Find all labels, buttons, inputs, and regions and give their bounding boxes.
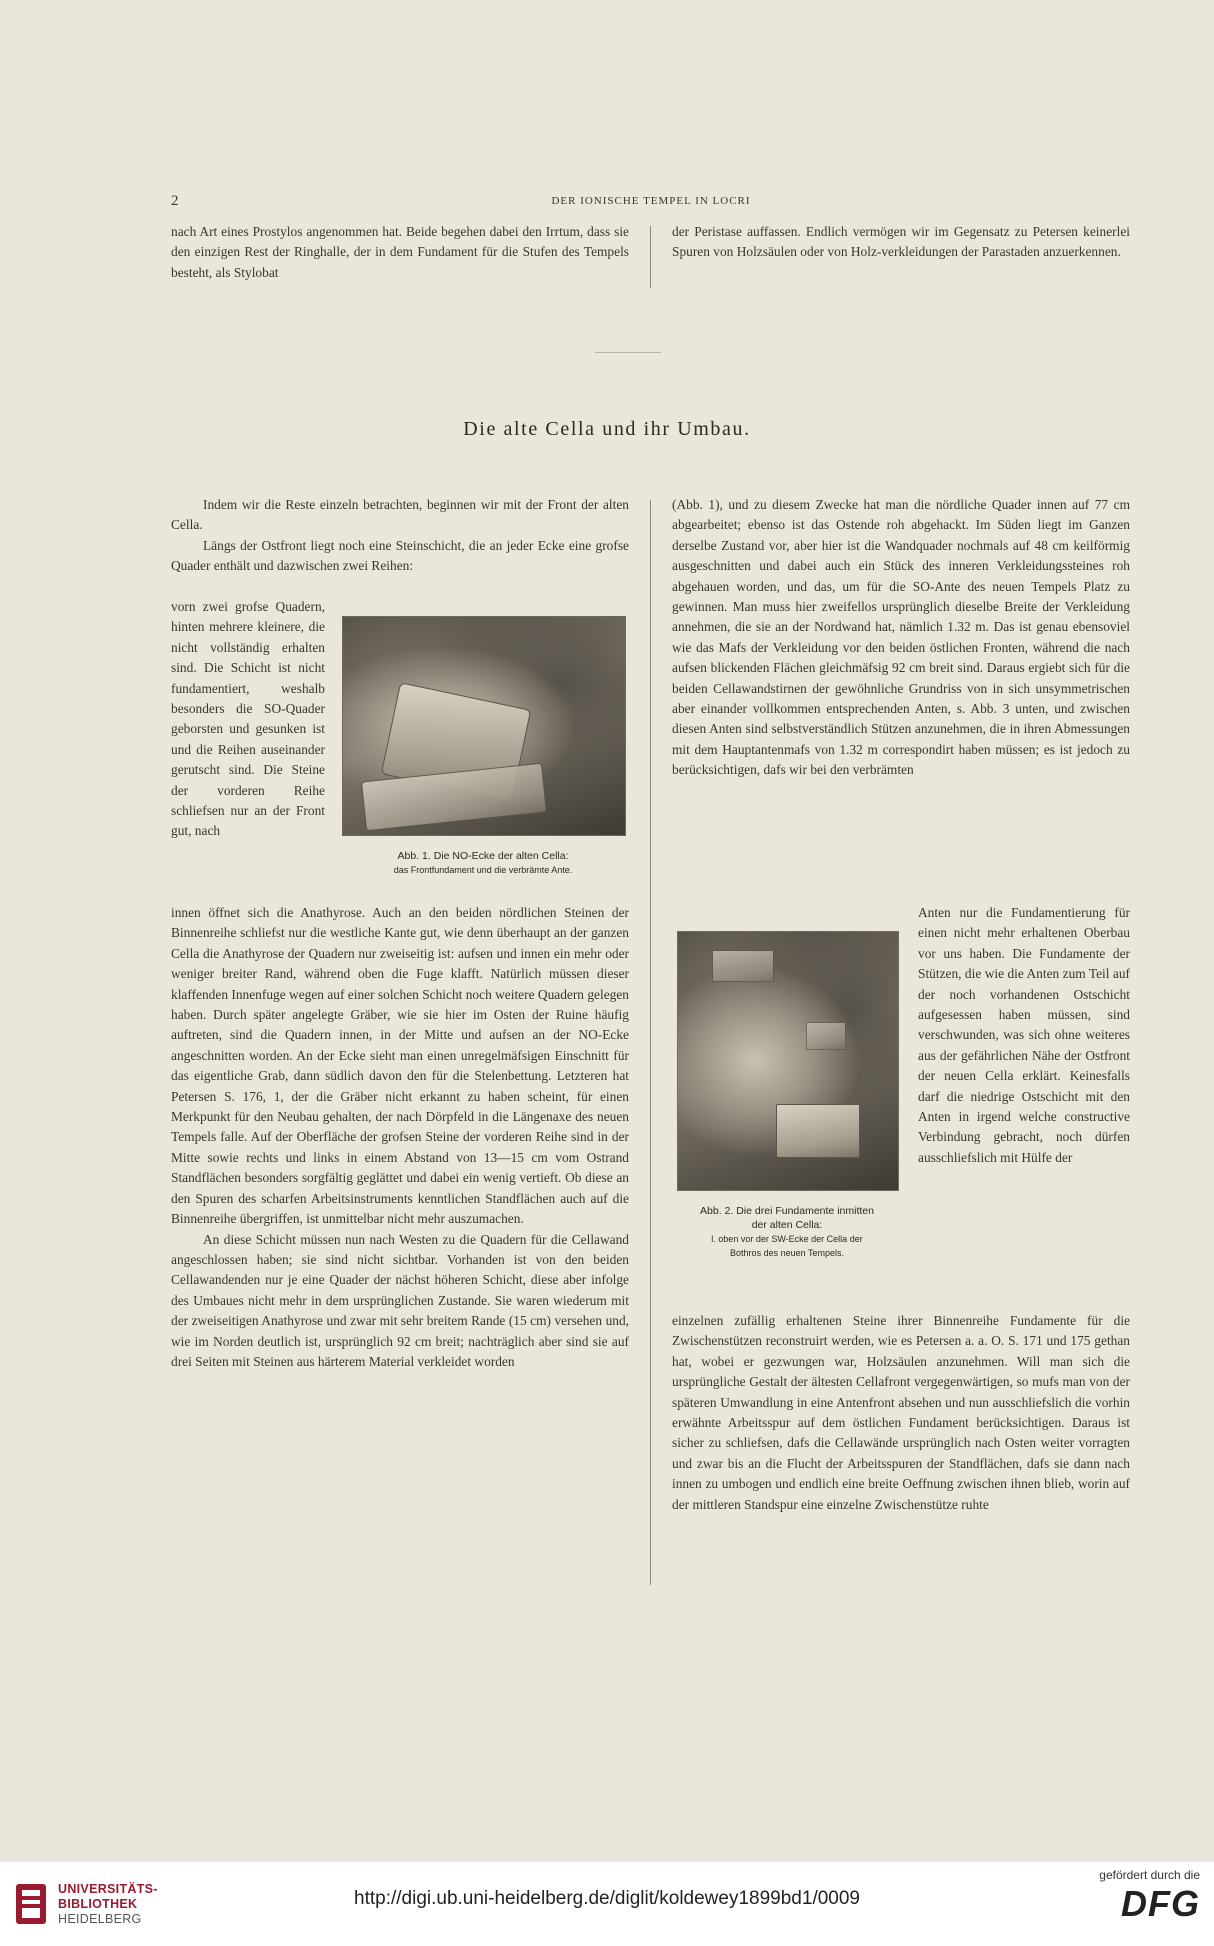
figure-1-photo	[342, 616, 626, 836]
figure-2-caption	[666, 1204, 908, 1260]
right-paragraph-beside-figure: Anten nur die Fundamentierung für einen nicht mehr erhaltenen Oberbau vor uns haben. Die Fundamente der Stützen, die wie die Anten zum Teil auf der noch vorhandenen Ostschicht aufgesessen haben müssen, sind verschwunden, was sich ohne weiteres aus der gefährlichen Nähe der Ostfront der neuen Cella erklärt. Keinesfalls darf die niedrige Ostschicht mit den Anten in irgend welche constructive Verbindung gebracht, noch dürfen ausschliefslich mit Hülfe der	[918, 905, 1130, 1165]
foundation-stone	[776, 1104, 860, 1158]
foundation-stone	[806, 1022, 846, 1050]
paragraph-2-rest: innen öffnet sich die Anathyrose. Auch an den beiden nördlichen Steinen der Binnenreihe schliefst nur die westliche Kante gut, wie denn überhaupt an der ganzen Cella die Anathyrose der Quadern nur zweiseitig ist: aufsen und innen ein mehr oder weniger breiter Rand, während oben die Fuge klafft. Natürlich müssen dieser klaffenden Innenfuge wegen auf einer solchen Schicht noch weitere Quadern gelegen haben. Durch später angelegte Gräber, wie sie hier im Osten der Ruine häufig auftreten, sind die Quadern innen, in der Mitte und aufsen an der NO-Ecke angeschnitten worden. An der Ecke sieht man einen unregelmäfsigen Einschnitt für das eigentliche Grab, dann südlich davon den für die Stelenbettung. Letzteren hat Petersen S. 176, 1, der die Gräber nicht erkannt zu haben scheint, für einen Merkpunkt für den Neubau gehalten, der nach Dörpfeld in die Längenaxe des neuen Tempels falle. Auf der Oberfläche der grofsen Steine der vorderen Reihe sind in der Mitte sowie rechts und links in einem Abstand von 13—15 cm vom Ostrand Standflächen besonders sorgfältig geglättet und dabei ein wenig vertieft. Ob diese an den Spuren des scharfen Arbeitsinstruments kenntlichen Standflächen auch auf die Binnenreihe übergriffen, ist unmittelbar nicht mehr auszumachen.	[171, 905, 629, 1227]
left-column-intro	[171, 495, 629, 577]
figure-2-photo	[677, 931, 899, 1191]
figure-1-caption-line: Abb. 1. Die NO-Ecke der alten Cella:	[397, 850, 569, 862]
figure-1-caption	[342, 849, 624, 877]
dfg-wordmark: DFG	[1121, 1883, 1200, 1924]
paragraph-2-start: Längs der Ostfront liegt noch eine Steinschicht, die an jeder Ecke eine grofse Quader enthält und dazwischen zwei Reihen:	[171, 537, 629, 574]
column-divider	[650, 500, 651, 1585]
page-header	[171, 193, 1131, 213]
figure-2-caption-line: der alten Cella:	[751, 1219, 823, 1231]
column-divider-top	[650, 226, 651, 288]
dfg-funding-logo[interactable]	[1080, 1868, 1200, 1942]
digitization-footer	[0, 1862, 1214, 1946]
top-right-paragraph	[672, 222, 1130, 263]
right-column-main	[672, 1311, 1130, 1515]
top-left-paragraph	[171, 222, 629, 283]
funded-by-label: gefördert durch die	[1099, 1868, 1200, 1882]
section-title: Die alte Cella und ihr Umbau.	[463, 418, 751, 440]
right-paragraph-rest: einzelnen zufällig erhaltenen Steine ihrer Binnenreihe Fundamente für die Zwischenstützen reconstruirt werden, wie es Petersen a. a. O. S. 171 und 175 gethan hat, wobei er gezwungen war, Holzsäulen anzunehmen. Will man sich die ursprüngliche Gestalt der ältesten Cellafront vergegenwärtigen, so mufs man von der späteren Umwandlung in eine Antenfront absehen und nun ausschliefslich die vorhin erwähnte Arbeitsspur auf dem östlichen Fundament berücksichtigen. Daraus ist sicher zu schliefsen, dafs die Cellawände ursprünglich nach Osten weiter vorragten und zwar bis an die Flucht der Arbeitsspuren der Standflächen, dafs sie dann nach innen zu umbogen und endlich eine breite Oeffnung zwischen ihnen blieb, worin auf der mittleren Standspur eine einzelne Zwischenstütze ruhte	[672, 1313, 1130, 1512]
figure-1-caption-line: das Frontfundament und die verbrämte Ante.	[393, 865, 573, 875]
section-separator	[595, 352, 661, 353]
figure-2-caption-line: l. oben vor der SW-Ecke der Cella der	[711, 1234, 863, 1244]
paragraph-3: An diese Schicht müssen nun nach Westen zu die Quadern für die Cellawand angeschlossen haben; sie sind nicht sichtbar. Vorhanden ist von den beiden Cellawandenden nur je eine Quader der nächst höheren Schicht, diese aber infolge des Umbaues nicht mehr in dem ursprünglichen Zustande. Sie waren wiederum mit der zweiseitigen Anathyrose und zwar mit sehr breitem Rande (15 cm) versehen und, wie im Norden deutlich ist, ursprünglich 92 cm breit; nachträglich aber sind sie auf drei Seiten mit Steinen aus härterem Material verkleidet worden	[171, 1231, 629, 1369]
left-column-main	[171, 903, 629, 1372]
right-column-narrow	[918, 903, 1130, 1168]
figure-2-caption-line: Abb. 2. Die drei Fundamente inmitten	[700, 1205, 874, 1217]
right-column-top	[672, 495, 1130, 781]
page-number: 2	[171, 193, 180, 209]
top-left-text: nach Art eines Prostylos angenommen hat. Beide begehen dabei den Irrtum, dass sie den einzigen Rest der Ringhalle, der in dem Fundament für die Stufen des Tempels besteht, als Stylobat	[171, 224, 629, 280]
top-right-text: der Peristase auffassen. Endlich vermögen wir im Gegensatz zu Petersen keinerlei Spuren von Holzsäulen oder von Holz-verkleidungen der Parastaden anzuerkennen.	[672, 224, 1130, 260]
paragraph-1: Indem wir die Reste einzeln betrachten, beginnen wir mit der Front der alten Cella.	[171, 497, 629, 533]
library-name-line: BIBLIOTHEK	[58, 1897, 138, 1911]
permalink-url[interactable]: http://digi.ub.uni-heidelberg.de/diglit/koldewey1899bd1/0009	[354, 1888, 860, 1909]
left-column-narrow	[171, 597, 325, 842]
foundation-stone	[712, 950, 774, 982]
running-title: DER IONISCHE TEMPEL IN LOCRI	[551, 195, 751, 207]
library-name-line: HEIDELBERG	[58, 1912, 142, 1926]
figure-2-caption-line: Bothros des neuen Tempels.	[730, 1248, 844, 1258]
right-paragraph-1: (Abb. 1), und zu diesem Zwecke hat man die nördliche Quader innen auf 77 cm abgearbeitet; ebenso ist das Ostende roh abgehackt. Im Süden liegt im Ganzen derselbe Zustand vor, aber hier ist die Wandquader nochmals auf 48 cm keilförmig ausgeschnitten und dabei auch ein Stück des inneren Verkleidungssteines roh abgehauen worden, und das, um für die SO-Ante des neuen Tempels Platz zu gewinnen. Man muss hier zweifellos ursprünglich dieselbe Breite der Verkleidung annehmen, die sie an der Nordwand hat, nämlich 1.32 m. Das ist genau ebensoviel wie das Mafs der Verkleidung vor den beiden östlichen Fronten, während die nach aufsen blickenden Flächen gleichmäfsig 92 cm breit sind. Daraus ergiebt sich für die beiden Cellawandstirnen der gewöhnliche Grundriss von in sich unsymmetrischen aber einander vollkommen entsprechenden Anten, s. Abb. 3 unten, und zwischen diesen Anten sind selbstverständlich Stützen anzunehmen, die in ihren Abmessungen mit dem Hauptantenmafs von 1.32 m correspondirt haben müssen; es ist jedoch zu berücksichtigen, dafs wir bei den verbrämten	[672, 497, 1130, 778]
paragraph-2-beside-figure: vorn zwei grofse Quadern, hinten mehrere kleinere, die nicht vollständig erhalten sind. Die Schicht ist nicht fundamentiert, weshalb besonders die SO-Quader geborsten und gesunken ist und die Reihen auseinander gerutscht sind. Die Steine der vorderen Reihe schliefsen nur an der Front gut, nach	[171, 599, 325, 839]
library-name-line: UNIVERSITÄTS-	[58, 1882, 158, 1896]
